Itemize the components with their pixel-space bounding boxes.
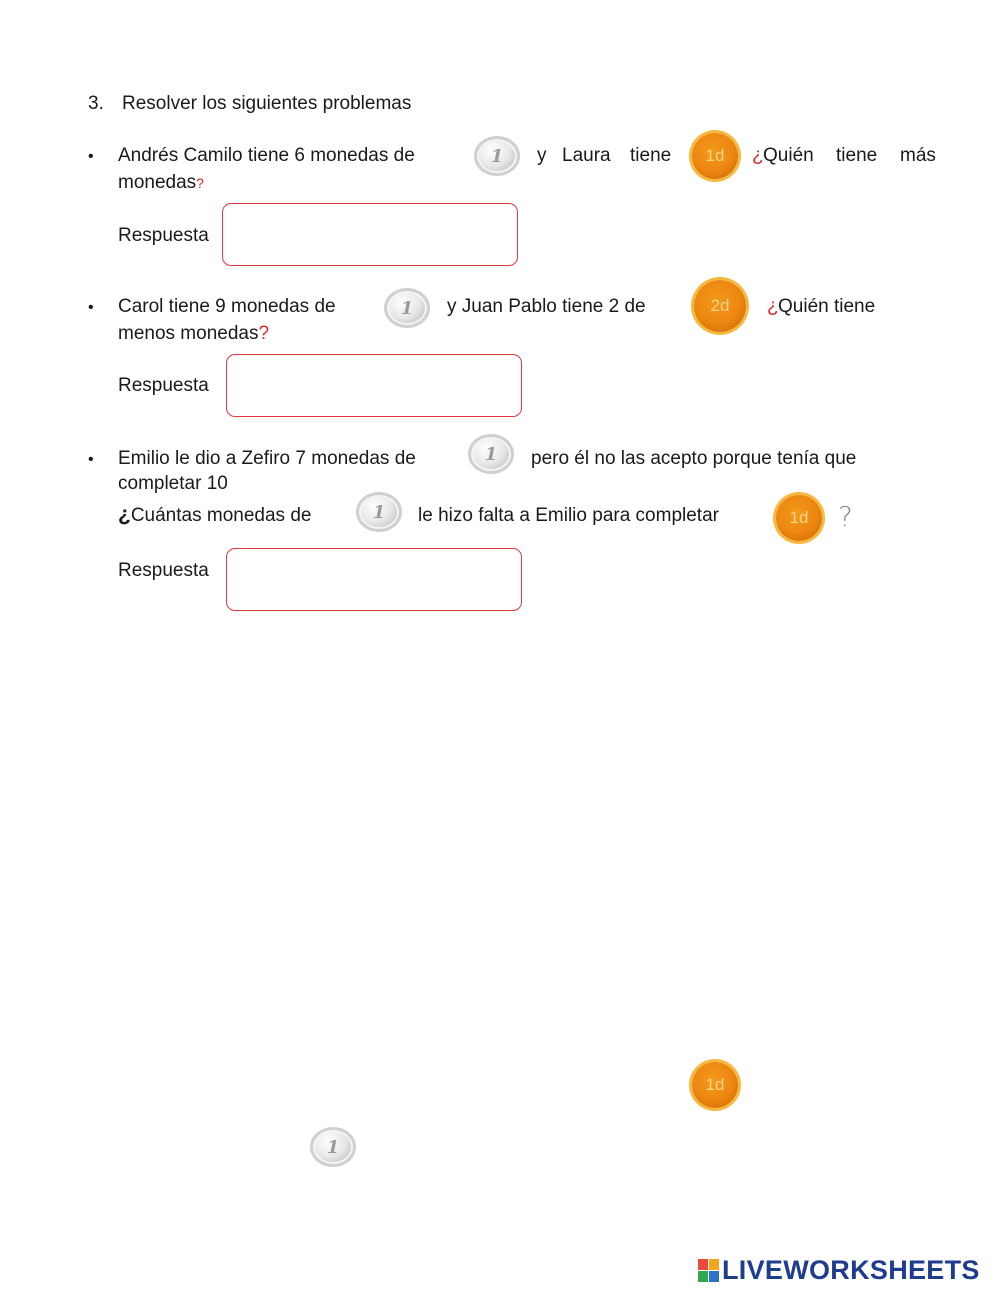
problem-3-question-open: ¿ — [118, 503, 131, 526]
problem-3-line-3-start: ¿Cuántas monedas de — [118, 503, 312, 526]
silver-coin-icon: 1 — [474, 136, 520, 176]
logo-text: LIVEWORKSHEETS — [722, 1255, 980, 1285]
problem-1-text-d: tiene — [630, 145, 672, 166]
heading-number: 3. — [88, 93, 104, 114]
answer-box-3[interactable] — [226, 548, 522, 611]
problem-2-question-open: ¿ — [767, 296, 779, 317]
problem-1-question-open: ¿ — [752, 145, 764, 166]
problem-1-text-a: Andrés Camilo tiene 6 monedas de — [118, 145, 415, 166]
answer-label-3: Respuesta — [118, 560, 209, 581]
heading-text: Resolver los siguientes problemas — [122, 93, 412, 114]
problem-2-text-a: Carol tiene 9 monedas de — [118, 296, 336, 317]
silver-coin-icon: 1 — [384, 288, 430, 328]
problem-1-text-e: Quién — [763, 145, 814, 166]
problem-1-text-c: Laura — [562, 145, 611, 166]
problem-3-line-3-end: le hizo falta a Emilio para completar — [418, 505, 719, 526]
gold-coin-1d-icon: 1d — [776, 495, 822, 541]
answer-box-2[interactable] — [226, 354, 522, 417]
answer-label-1: Respuesta — [118, 225, 209, 246]
draggable-gold-coin-1d[interactable]: 1d — [692, 1062, 738, 1108]
problem-1-line-2: monedas? — [118, 172, 204, 193]
problem-3-question-close: ? — [838, 500, 853, 533]
problem-2-text-c: Quién tiene — [778, 296, 876, 317]
logo-mark-icon — [698, 1259, 719, 1282]
problem-3-text-b: pero él no las acepto porque tenía que — [531, 448, 857, 469]
draggable-silver-coin[interactable]: 1 — [310, 1127, 356, 1167]
problem-1-question-close: ? — [196, 175, 204, 191]
problem-2-text-b: y Juan Pablo tiene 2 de — [447, 296, 646, 317]
silver-coin-icon: 1 — [468, 434, 514, 474]
liveworksheets-logo — [698, 1256, 980, 1284]
problem-3-line-2: completar 10 — [118, 473, 228, 494]
problem-2-question-close: ? — [258, 323, 270, 344]
problem-1-text-g: más — [900, 145, 936, 166]
bullet-3: • — [88, 451, 94, 468]
answer-box-1[interactable] — [222, 203, 518, 266]
problem-1-text-b: y — [537, 145, 547, 166]
gold-coin-1d-icon: 1d — [692, 133, 738, 179]
answer-label-2: Respuesta — [118, 375, 209, 396]
gold-coin-2d-icon: 2d — [694, 280, 746, 332]
bullet-1: • — [88, 148, 94, 165]
bullet-2: • — [88, 299, 94, 316]
problem-3-text-a: Emilio le dio a Zefiro 7 monedas de — [118, 448, 416, 469]
problem-1-text-f: tiene — [836, 145, 878, 166]
silver-coin-icon: 1 — [356, 492, 402, 532]
problem-2-line-2: menos monedas? — [118, 323, 270, 344]
